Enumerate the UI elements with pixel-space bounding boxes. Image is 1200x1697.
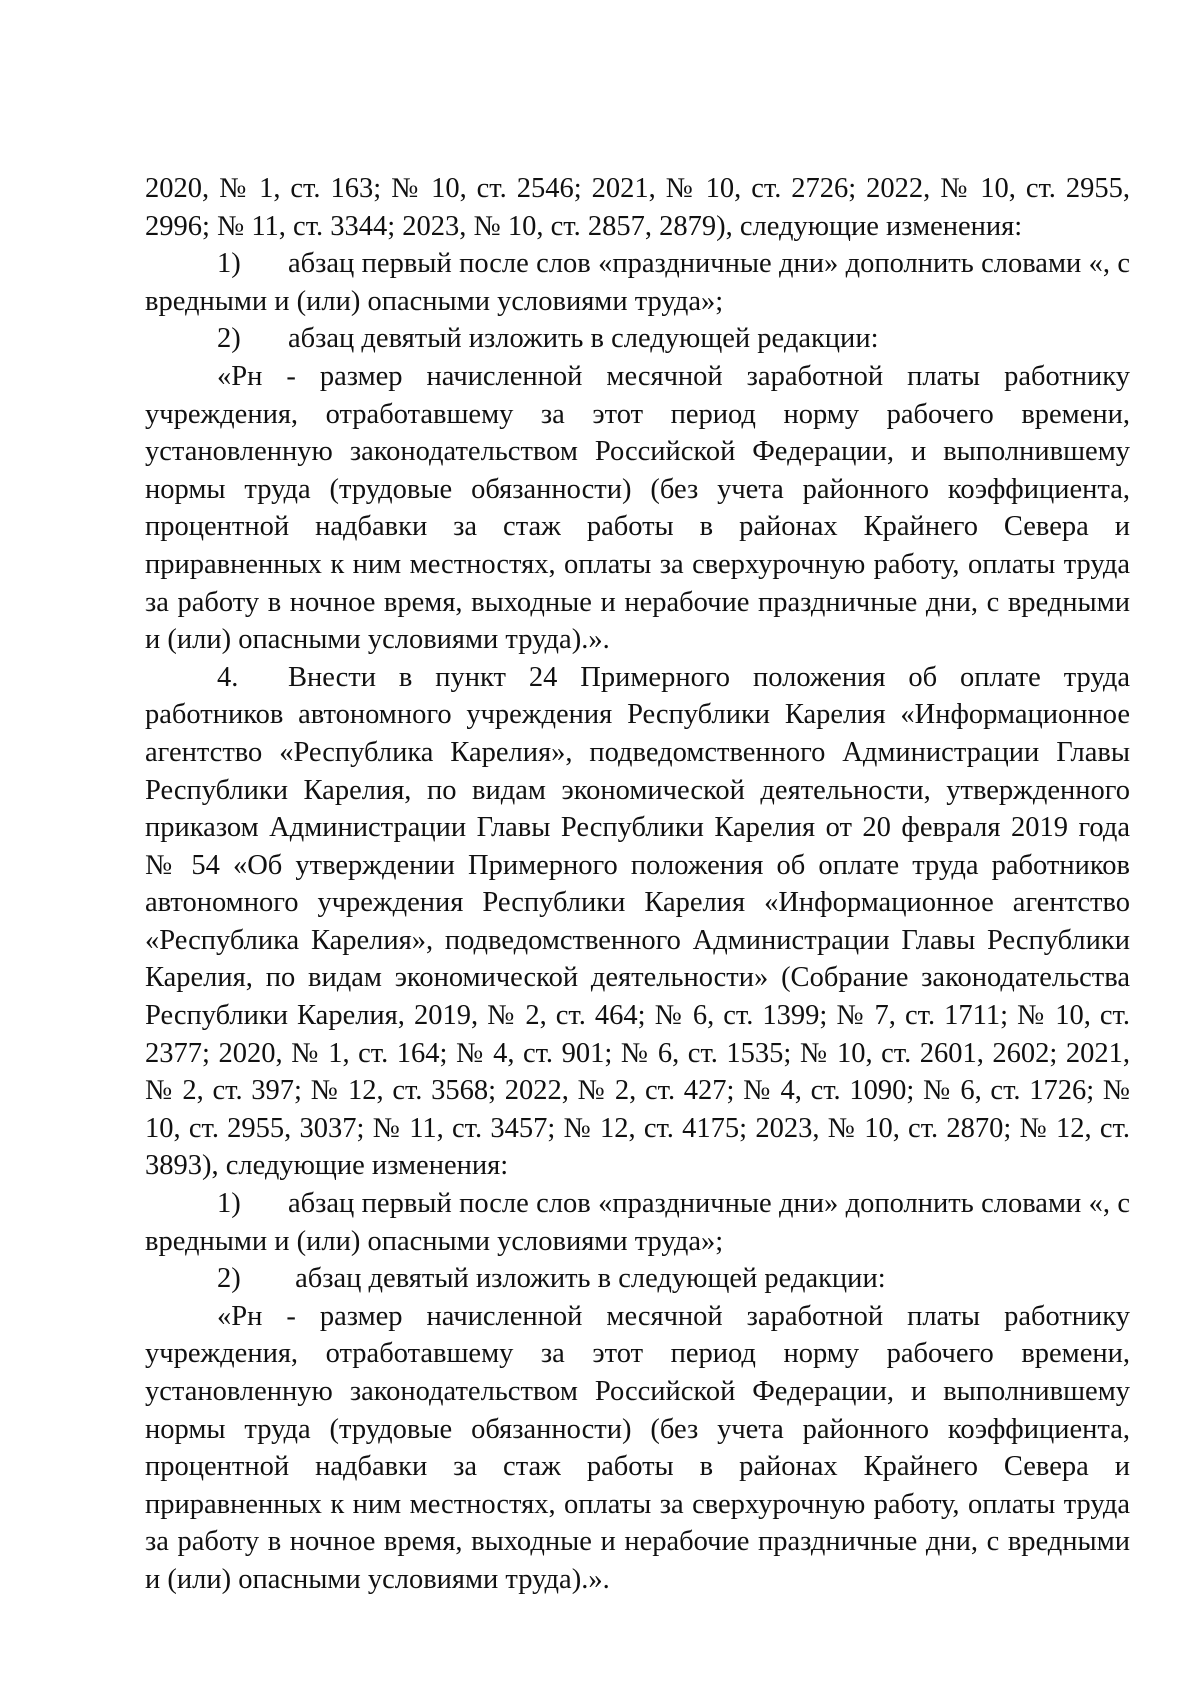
item-number: 1): [217, 248, 241, 280]
document-body: [145, 170, 1130, 1599]
item-text: абзац первый после слов «праздничные дни» дополнить словами «, с вредными и (или) опасными условиями труда»;: [145, 1188, 1130, 1257]
item-number: 2): [217, 323, 241, 355]
section-number: 4.: [217, 661, 239, 693]
section4-item-1: [145, 1185, 1130, 1260]
item-text: абзац девятый изложить в следующей редакции:: [288, 323, 879, 355]
section4-item-2: [145, 1260, 1130, 1298]
section3-quote-paragraph: «Рн - размер начисленной месячной заработной платы работнику учреждения, отработавшему за этот период норму рабочего времени, установленную законодательством Российской Федерации, и выполнившему нормы труда (трудовые обязанности) (без учета районного коэффициента, процентной надбавки за стаж работы в районах Крайнего Севера и приравненных к ним местностях, оплаты за сверхурочную работу, оплаты труда за работу в ночное время, выходные и нерабочие праздничные дни, с вредными и (или) опасными условиями труда).».: [145, 360, 1130, 656]
continuation-paragraph: 2020, № 1, ст. 163; № 10, ст. 2546; 2021, № 10, ст. 2726; 2022, № 10, ст. 2955, 2996; № 11, ст. 3344; 2023, № 10, ст. 2857, 2879), следующие изменения:: [145, 173, 1130, 242]
item-number: 1): [217, 1188, 241, 1220]
item-number: 2): [217, 1263, 241, 1295]
item-text: абзац первый после слов «праздничные дни» дополнить словами «, с вредными и (или) опасными условиями труда»;: [145, 248, 1130, 317]
item-text: абзац девятый изложить в следующей редакции:: [288, 1263, 886, 1295]
section3-item-1: [145, 245, 1130, 320]
section3-item-2: [145, 320, 1130, 358]
section4-paragraph: [145, 659, 1130, 1185]
section-text: Внести в пункт 24 Примерного положения об оплате труда работников автономного учреждения Республики Карелия «Информационное агентство «Республика Карелия», подведомственного Администрации Главы Республики Карелия, по видам экономической деятельности, утвержденного приказом Администрации Главы Республики Карелия от 20 февраля 2019 года № 54 «Об утверждении Примерного положения об оплате труда работников автономного учреждения Республики Карелия «Информационное агентство «Республика Карелия», подведомственного Администрации Главы Республики Карелия, по видам экономической деятельности» (Собрание законодательства Республики Карелия, 2019, № 2, ст. 464; № 6, ст. 1399; № 7, ст. 1711; № 10, ст. 2377; 2020, № 1, ст. 164; № 4, ст. 901; № 6, ст. 1535; № 10, ст. 2601, 2602; 2021, № 2, ст. 397; № 12, ст. 3568; 2022, № 2, ст. 427; № 4, ст. 1090; № 6, ст. 1726; № 10, ст. 2955, 3037; № 11, ст. 3457; № 12, ст. 4175; 2023, № 10, ст. 2870; № 12, ст. 3893), следующие изменения:: [145, 661, 1130, 1182]
section4-quote-paragraph: «Рн - размер начисленной месячной заработной платы работнику учреждения, отработавшему за этот период норму рабочего времени, установленную законодательством Российской Федерации, и выполнившему нормы труда (трудовые обязанности) (без учета районного коэффициента, процентной надбавки за стаж работы в районах Крайнего Севера и приравненных к ним местностях, оплаты за сверхурочную работу, оплаты труда за работу в ночное время, выходные и нерабочие праздничные дни, с вредными и (или) опасными условиями труда).».: [145, 1300, 1130, 1595]
